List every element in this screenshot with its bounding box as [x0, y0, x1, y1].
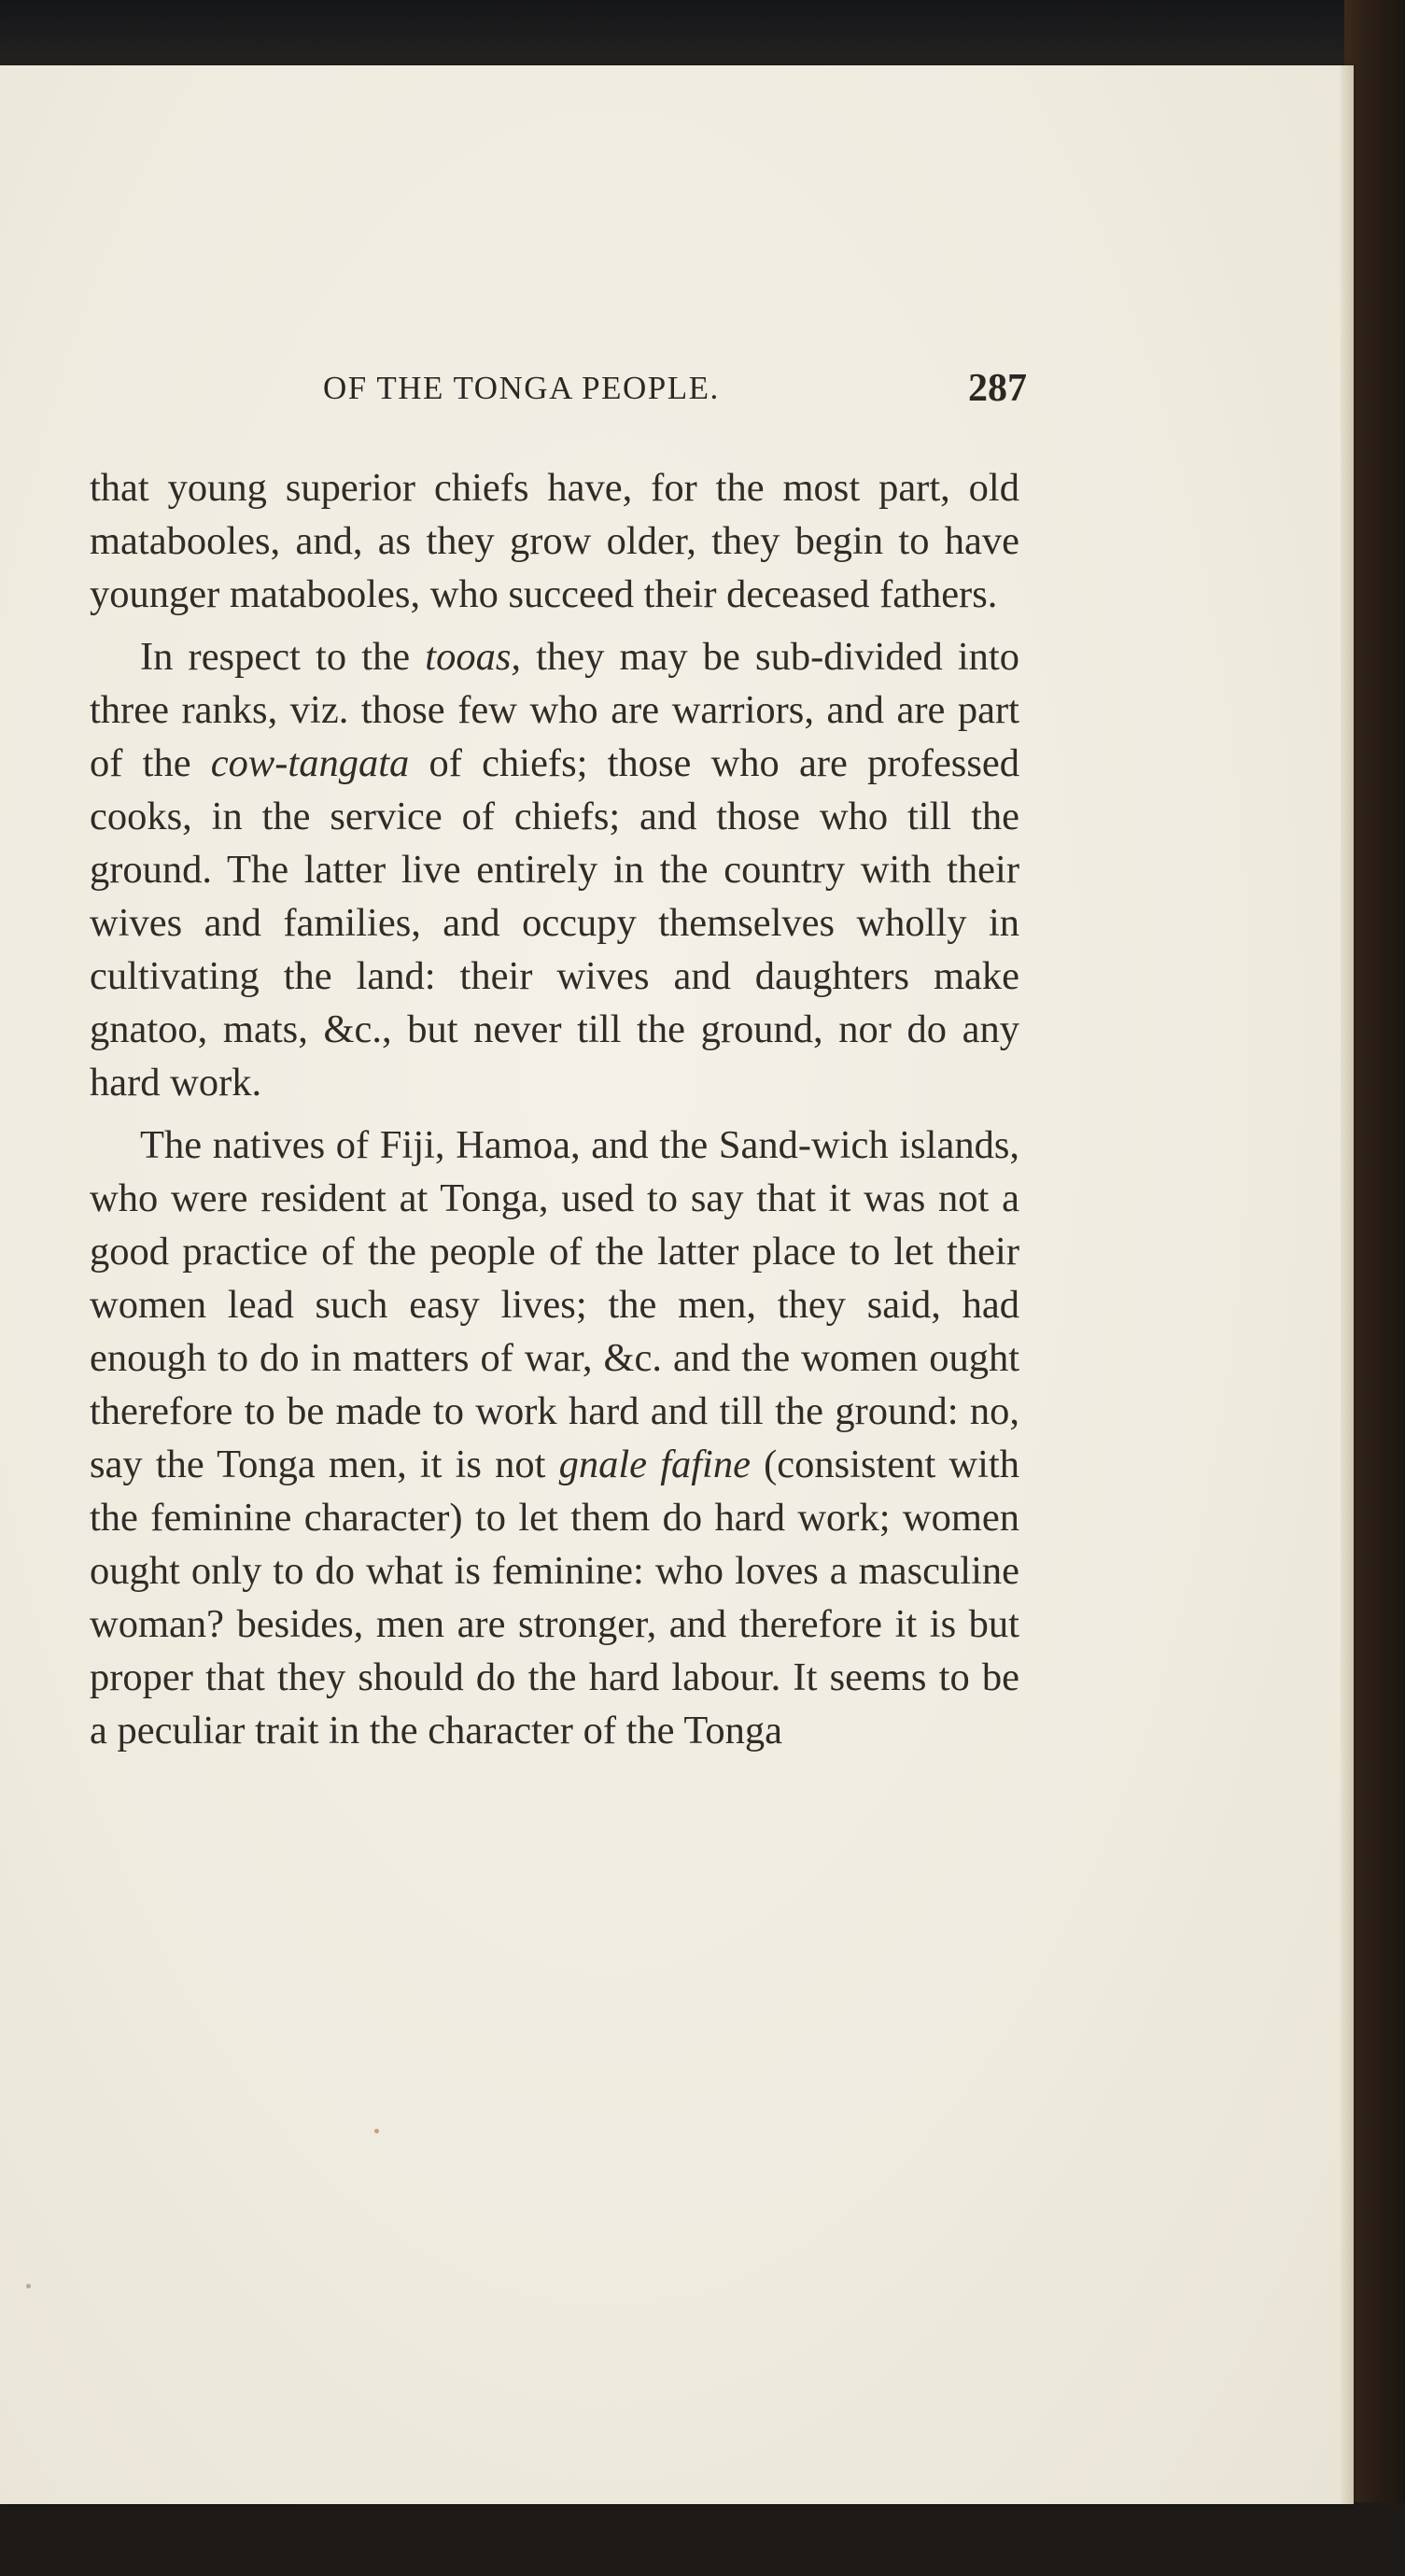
scan-background-bottom: [0, 2502, 1405, 2576]
paragraph-3-text-a: The natives of Fiji, Hamoa, and the Sand-wich islands, who were resident at Tonga, used to say that it was not a good practice of the people of the latter place to let their women lead such easy lives; the men, they said, had enough to do in matters of war, &c. and the women ought therefore to be made to work hard and till the ground: no, say the Tonga men, it is not: [90, 1123, 1019, 1486]
paper-speck: [374, 2129, 379, 2133]
term-gnale-fafine: gnale fafine: [558, 1443, 751, 1486]
body-text: [90, 461, 1019, 1757]
paragraph-2-text-c: of chiefs; those who are professed cooks, in the service of chiefs; and those who till the ground. The latter live entirely in the country with their wives and families, and occupy themselves wholly in cultivating the land: their wives and daughters make gnatoo, mats, &c., but never till the ground, nor do any hard work.: [90, 741, 1019, 1105]
paragraph-3: [90, 1119, 1019, 1757]
paragraph-2: [90, 630, 1019, 1109]
paper-speck: [26, 2284, 31, 2288]
running-head: [103, 367, 1027, 416]
term-tooas: tooas,: [425, 635, 522, 679]
book-page: [0, 65, 1352, 2504]
page-number: 287: [968, 367, 1027, 410]
paragraph-1: that young superior chiefs have, for the most part, old matabooles, and, as they grow older, they begin to have younger matabooles, who succeed their deceased fathers.: [90, 466, 1019, 616]
running-title: OF THE TONGA PEOPLE.: [323, 370, 720, 406]
paragraph-2-text-b: they may be sub-divided into three ranks, viz. those few who are warriors, and are part of the: [90, 635, 1019, 785]
paragraph-2-text-a: In respect to the: [140, 635, 426, 679]
page-edge: [1341, 65, 1354, 2504]
paragraph-3-text-b: (consistent with the feminine character) to let them do hard work; women ought only to do what is feminine: who loves a masculine woman? besides, men are stronger, and therefore it is but proper that they should do the hard labour. It seems to be a peculiar trait in the character of the Tonga: [90, 1443, 1019, 1753]
term-cow-tangata: cow-tangata: [210, 741, 410, 785]
scan-background-top: [0, 0, 1405, 67]
